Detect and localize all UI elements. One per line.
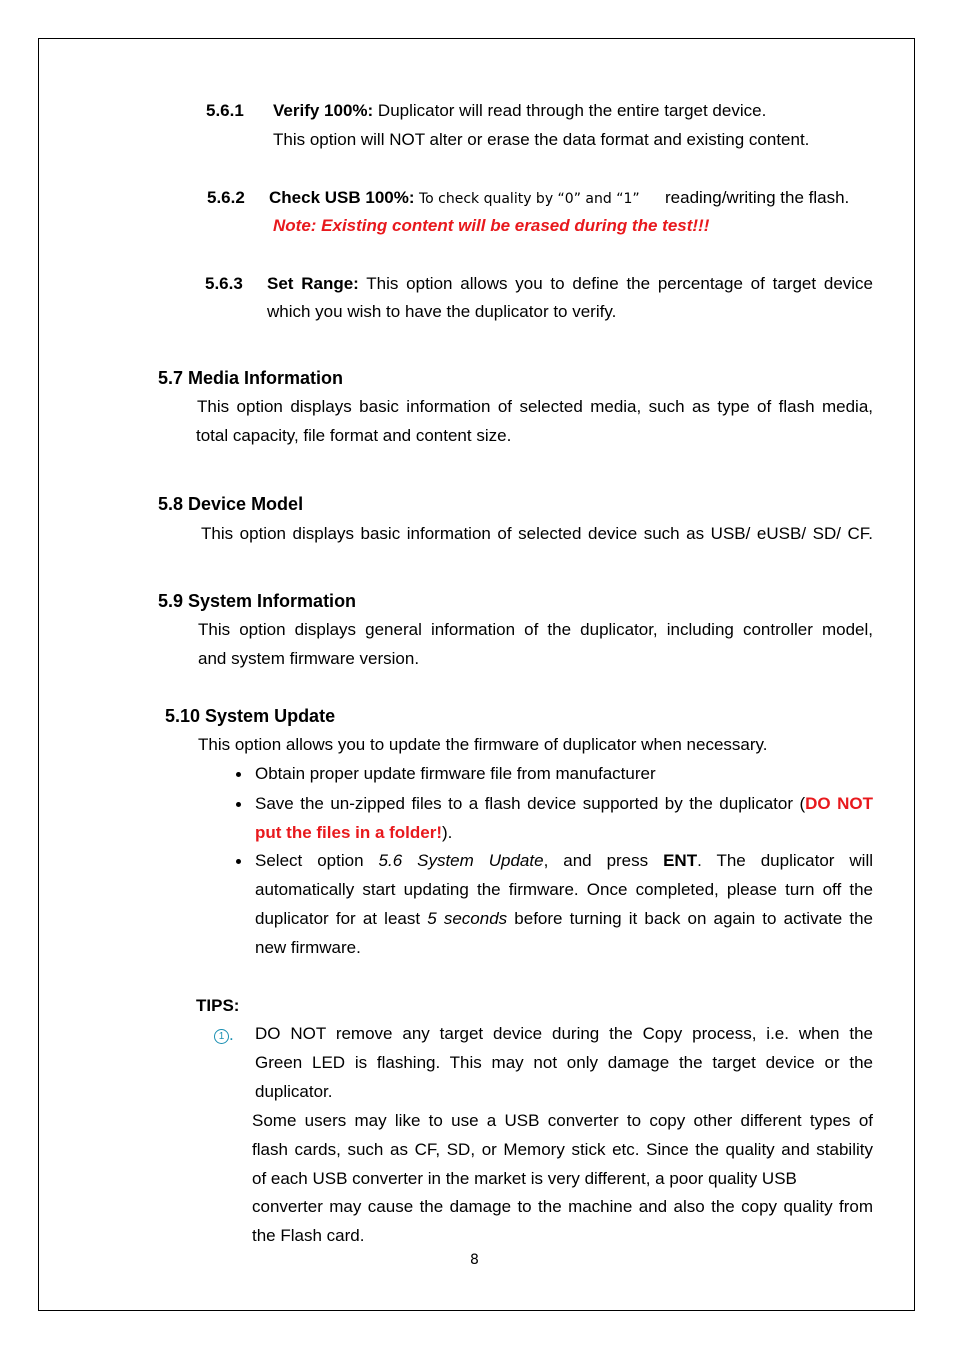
tip-paragraph-line3: of each USB converter in the market is very different, a poor quality USB	[252, 1169, 797, 1188]
section-5-10-intro: This option allows you to update the firmware of duplicator when necessary.	[198, 735, 768, 754]
page-number: 8	[470, 1252, 479, 1268]
section-5-6-1-line1	[273, 100, 766, 121]
tips-label: TIPS:	[196, 996, 240, 1015]
section-5-6-1-line2: This option will NOT alter or erase the data format and existing content.	[273, 130, 810, 149]
tip-paragraph-line2: flash cards, such as CF, SD, or Memory stick etc. Since the quality and stability	[252, 1140, 873, 1159]
section-5-10-bullet-3-line2: automatically start updating the firmware. Once completed, please turn off the	[255, 880, 873, 899]
tip-1-number-suffix: .	[229, 1025, 234, 1044]
tip-1-number	[214, 1024, 234, 1045]
bullet-dot	[236, 859, 241, 864]
tip-1-line3: duplicator.	[255, 1082, 333, 1101]
section-5-9-heading: 5.9 System Information	[158, 591, 357, 611]
section-5-7-line1: This option displays basic information of selected media, such as type of flash media,	[197, 397, 873, 416]
bullet-3-line3-a: duplicator for at least	[255, 909, 428, 928]
bullet-2-end: ).	[442, 823, 453, 842]
section-5-10-bullet-3-line1	[255, 850, 873, 871]
section-5-9-line2: and system firmware version.	[198, 649, 420, 668]
section-5-7-heading: 5.7 Media Information	[158, 368, 344, 388]
bullet-3-key: ENT	[663, 851, 698, 870]
section-5-9-line1: This option displays general information of the duplicator, including controller model,	[198, 620, 873, 639]
tip-1-line1: DO NOT remove any target device during the Copy process, i.e. when the	[255, 1024, 873, 1043]
section-5-6-2-text-a: To check quality by “0” and “1”	[414, 191, 640, 207]
section-5-7-line2: total capacity, file format and content size.	[196, 426, 512, 445]
bullet-2-text: Save the un-zipped files to a flash device supported by the duplicator (	[255, 794, 806, 813]
section-5-6-2-line1	[269, 187, 640, 210]
section-5-6-1-number: 5.6.1	[206, 101, 244, 120]
bullet-2-warning-a: DO NOT	[805, 794, 873, 813]
section-5-6-2-title: Check USB 100%:	[269, 188, 415, 207]
tip-paragraph-line1: Some users may like to use a USB converter to copy other different types of	[252, 1111, 873, 1130]
section-5-6-1-text1: Duplicator will read through the entire target device.	[373, 101, 767, 120]
section-5-6-2-note: Note: Existing content will be erased during the test!!!	[273, 216, 710, 235]
section-5-6-1-title: Verify 100%:	[273, 101, 374, 120]
section-5-10-bullet-3-line3	[255, 908, 873, 929]
section-5-10-bullet-1: Obtain proper update firmware file from manufacturer	[255, 764, 656, 783]
bullet-dot	[236, 772, 241, 777]
bullet-3-line3-italic: 5 seconds	[427, 909, 508, 928]
bullet-3-select: Select	[255, 851, 303, 870]
circled-number-icon: 1	[214, 1029, 229, 1044]
section-5-6-3-number: 5.6.3	[205, 274, 243, 293]
section-5-10-bullet-2-line2	[255, 822, 452, 843]
bullet-dot	[236, 802, 241, 807]
bullet-3-and: , and press	[543, 851, 664, 870]
bullet-3-reference: 5.6 System Update	[378, 851, 544, 870]
section-5-6-2-number: 5.6.2	[207, 188, 245, 207]
bullet-3-line3-b: before turning it back on again to activate the	[507, 909, 873, 928]
section-5-6-3-line2: which you wish to have the duplicator to verify.	[267, 302, 617, 321]
section-5-8-line1: This option displays basic information of selected device such as USB/ eUSB/ SD/ CF.	[201, 524, 873, 543]
section-5-6-3-title: Set Range:	[267, 274, 359, 293]
section-5-6-3-text1: This option allows you to define the percentage of target device	[358, 274, 874, 293]
section-5-6-2-text-b: reading/writing the flash.	[665, 188, 850, 207]
tip-1-line2: Green LED is flashing. This may not only damage the target device or the	[255, 1053, 873, 1072]
section-5-8-heading: 5.8 Device Model	[158, 494, 304, 514]
tip-paragraph-line5: the Flash card.	[252, 1226, 365, 1245]
bullet-2-warning-b: put the files in a folder!	[255, 823, 443, 842]
bullet-3-rest: . The duplicator will	[697, 851, 873, 870]
tip-paragraph-line4: converter may cause the damage to the machine and also the copy quality from	[252, 1197, 873, 1216]
bullet-3-option: option	[317, 851, 364, 870]
section-5-10-bullet-3-line4: new firmware.	[255, 938, 361, 957]
section-5-10-heading: 5.10 System Update	[165, 706, 336, 726]
section-5-6-3-line1	[267, 273, 873, 294]
section-5-10-bullet-2-line1	[255, 793, 873, 814]
